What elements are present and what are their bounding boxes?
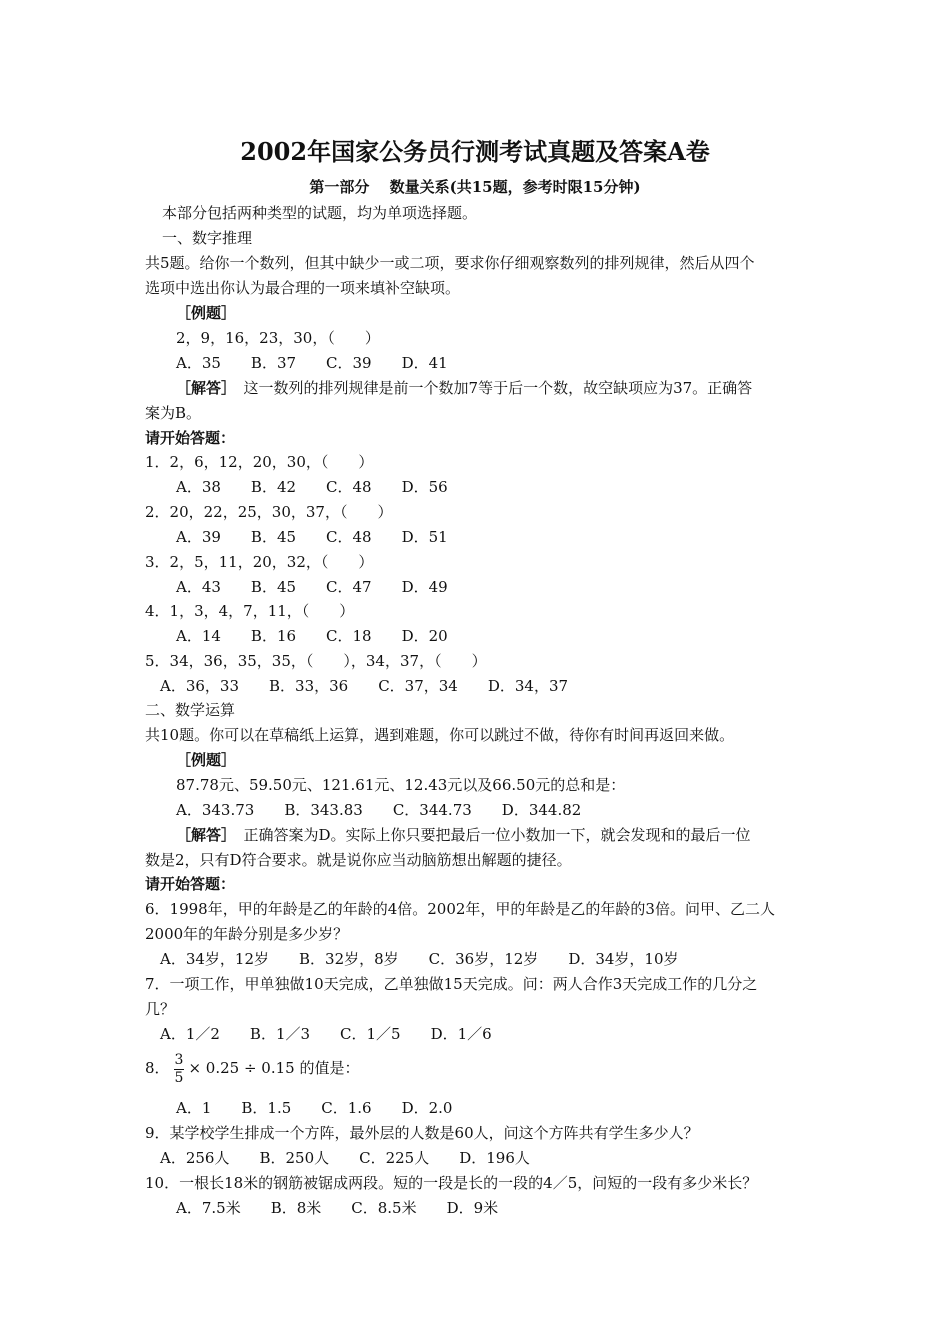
- section2-answer-line1: [176, 825, 751, 845]
- question-8-expression: × 0.25 ÷ 0.15 的值是：: [188, 1059, 360, 1077]
- section1-desc-line2: 选项中选出你认为最合理的一项来填补空缺项。: [145, 279, 461, 297]
- question-10-options: A．7.5米 B．8米 C．8.5米 D．9米: [176, 1199, 499, 1217]
- fraction: [174, 1052, 185, 1087]
- section1-example-question: 2，9，16，23，30，（ ）: [176, 329, 380, 347]
- question-7-line1: 7．一项工作，甲单独做10天完成，乙单独做15天完成。问：两人合作3天完成工作的几分之: [145, 975, 758, 993]
- question-6-line1: 6．1998年，甲的年龄是乙的年龄的4倍。2002年，甲的年龄是乙的年龄的3倍。问甲、乙二人: [145, 900, 775, 918]
- section1-answer-line2: 案为B。: [145, 404, 202, 422]
- question-2: 2．20，22，25，30，37，（ ）: [145, 503, 393, 521]
- question-9-options: A．256人 B．250人 C．225人 D．196人: [160, 1149, 530, 1167]
- question-1-options: A．38 B．42 C．48 D．56: [176, 478, 448, 496]
- section2-example-label: ［例题］: [176, 751, 237, 769]
- question-8-options: A．1 B．1.5 C．1.6 D．2.0: [176, 1099, 453, 1117]
- question-3: 3．2，5，11，20，32，（ ）: [145, 553, 374, 571]
- section2-answer-text: 正确答案为D。实际上你只要把最后一位小数加一下，就会发现和的最后一位: [243, 826, 751, 844]
- question-10: 10．一根长18米的钢筋被锯成两段。短的一段是长的一段的4／5，问短的一段有多少米长？: [145, 1174, 758, 1192]
- question-6-options: A．34岁，12岁 B．32岁，8岁 C．36岁，12岁 D．34岁，10岁: [160, 950, 679, 968]
- page-title: 2002年国家公务员行测考试真题及答案A卷: [240, 137, 710, 166]
- question-6-line2: 2000年的年龄分别是多少岁？: [145, 925, 349, 943]
- section2-answer-label: ［解答］: [176, 826, 229, 844]
- question-9: 9．某学校学生排成一个方阵，最外层的人数是60人，问这个方阵共有学生多少人？: [145, 1124, 699, 1142]
- section1-heading: 一、数字推理: [162, 229, 253, 247]
- section2-desc: 共10题。你可以在草稿纸上运算，遇到难题，你可以跳过不做，待你有时间再返回来做。: [145, 726, 735, 744]
- section2-start-label: 请开始答题：: [145, 875, 236, 893]
- part-subtitle: 第一部分 数量关系(共15题，参考时限15分钟): [309, 178, 641, 196]
- question-3-options: A．43 B．45 C．47 D．49: [176, 578, 448, 596]
- section1-answer-line1: [176, 378, 752, 398]
- section2-heading: 二、数学运算: [145, 701, 236, 719]
- section1-answer-text: 这一数列的排列规律是前一个数加7等于后一个数，故空缺项应为37。正确答: [243, 379, 753, 397]
- section1-answer-label: ［解答］: [176, 379, 229, 397]
- fraction-denominator: 5: [174, 1069, 184, 1086]
- section1-start-label: 请开始答题：: [145, 429, 236, 447]
- question-4-options: A．14 B．16 C．18 D．20: [176, 627, 448, 645]
- question-2-options: A．39 B．45 C．48 D．51: [176, 528, 448, 546]
- question-7-line2: 几？: [145, 1000, 176, 1018]
- intro-text: 本部分包括两种类型的试题，均为单项选择题。: [162, 204, 478, 222]
- question-4: 4．1，3，4，7，11，（ ）: [145, 602, 355, 620]
- section2-example-options: A．343.73 B．343.83 C．344.73 D．344.82: [176, 801, 582, 819]
- question-8: [145, 1050, 359, 1087]
- section1-example-label: ［例题］: [176, 304, 237, 322]
- question-8-number: 8．: [145, 1059, 170, 1077]
- section1-example-options: A．35 B．37 C．39 D．41: [176, 354, 448, 372]
- section1-desc-line1: 共5题。给你一个数列，但其中缺少一或二项，要求你仔细观察数列的排列规律，然后从四个: [145, 254, 755, 272]
- fraction-numerator: 3: [174, 1051, 184, 1068]
- section2-answer-line2: 数是2，只有D符合要求。就是说你应当动脑筋想出解题的捷径。: [145, 851, 572, 869]
- question-1: 1．2，6，12，20，30，（ ）: [145, 453, 374, 471]
- question-5: 5．34，36，35，35，（ ），34，37，（ ）: [145, 652, 487, 670]
- section2-example-question: 87.78元、59.50元、121.61元、12.43元以及66.50元的总和是：: [176, 776, 626, 794]
- question-7-options: A．1／2 B．1／3 C．1／5 D．1／6: [160, 1025, 492, 1043]
- question-5-options: A．36，33 B．33，36 C．37，34 D．34，37: [160, 677, 569, 695]
